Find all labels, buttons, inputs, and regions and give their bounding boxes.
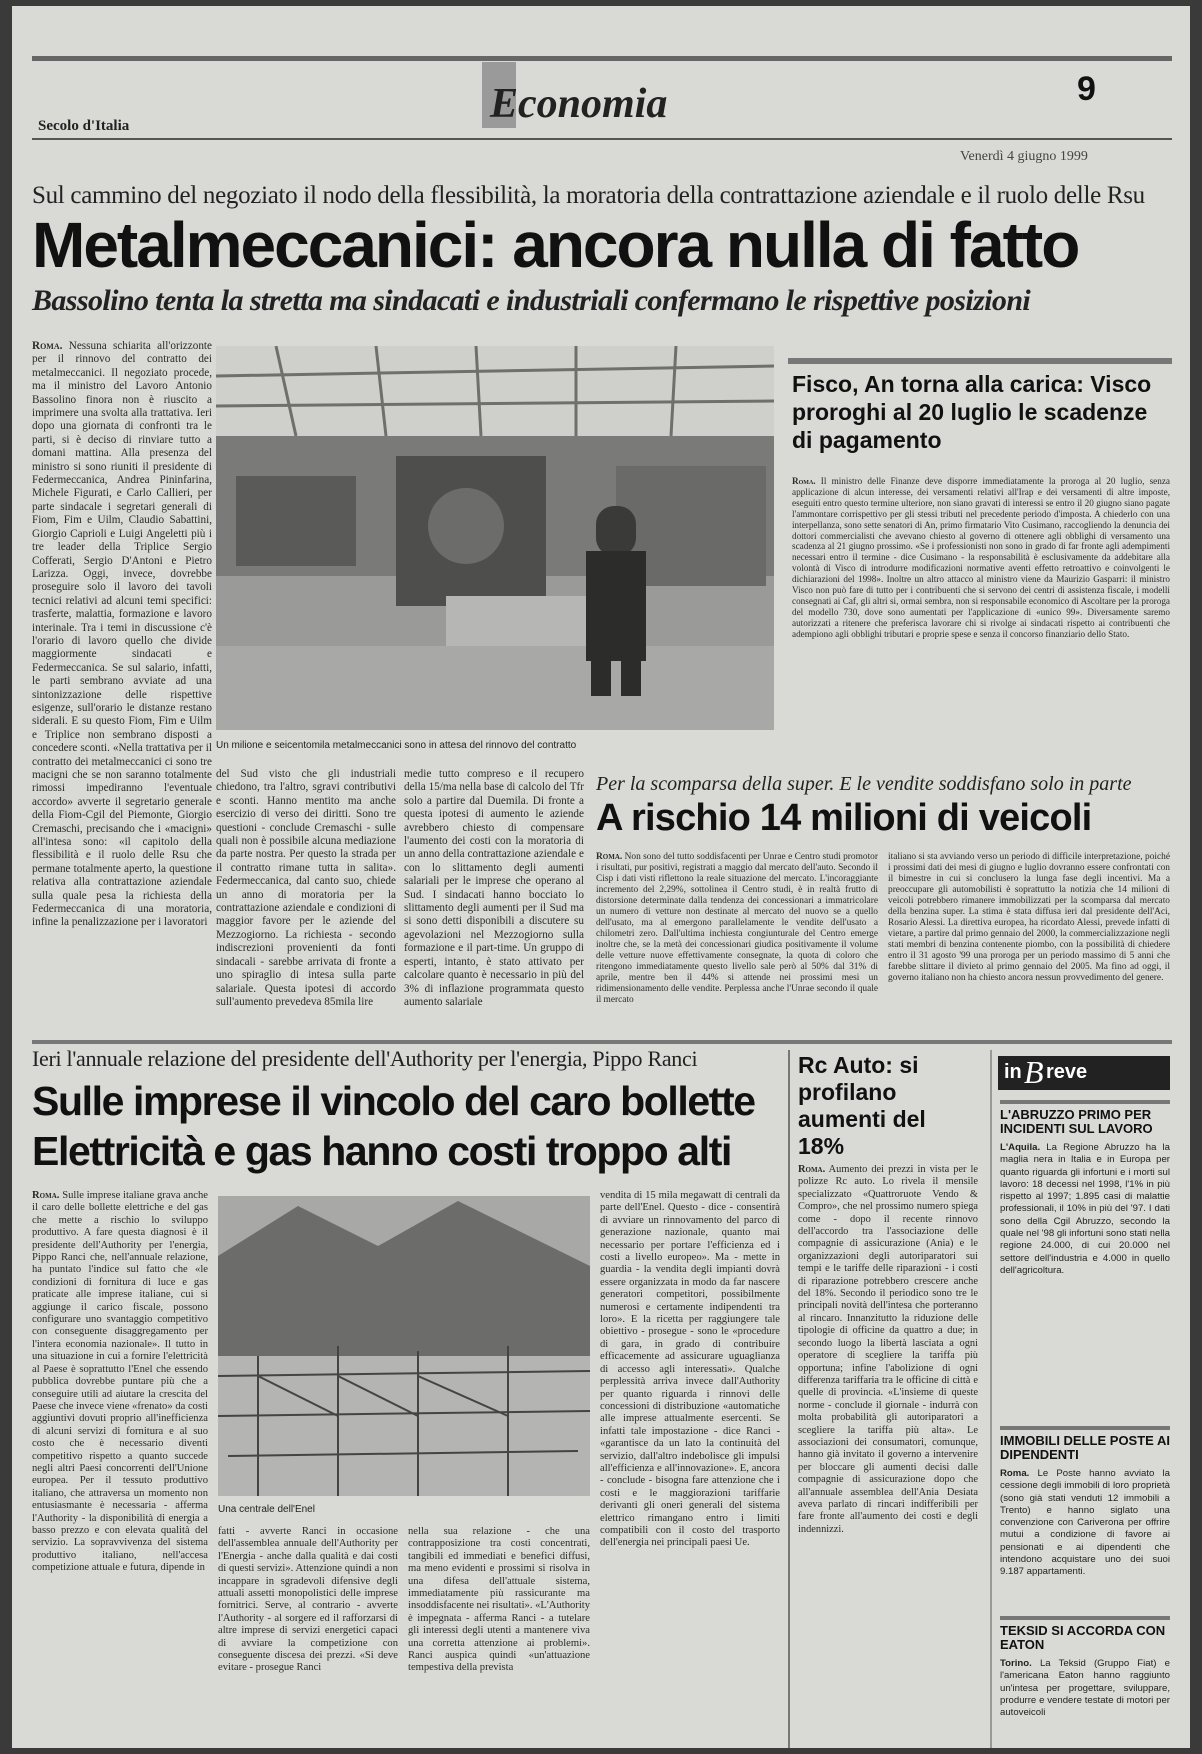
- veicoli-column-2: italiano si sta avviando verso un periodo di difficile interpretazione, poiché i prossimi dati dei mesi di giugno e luglio dovranno essere confrontati con il bimestre in cui si conclusero la lunga fase degli incentivi. Ma a preoccupare gli automobilisti è soprattutto la notizia che 14 milioni di veicoli potrebbero rimanere immobilizzati per la scomparsa dal mercato della benzina super. La stima è stata diffusa ieri dal presidente dell'Aci, Rosario Alessi. La direttiva europea, ha ricordato Alessi, prevede infatti di vietare, a partire dal primo gennaio del 2000, la commercializzazione negli stati membri di benzina contenente piombo, con la possibilità di chiedere entro il 31 agosto '99 una proroga per un periodo massimo di 5 anni che farebbe slittare il divieto al primo gennaio del 2005. Ma fino ad oggi, il governo italiano non ha chiesto ancora nessun provvedimento del genere.: [888, 852, 1170, 983]
- brief-dateline-3: Torino.: [1000, 1658, 1032, 1669]
- veicoli-dateline: Roma.: [596, 852, 623, 862]
- brief-rule-1: [1000, 1100, 1170, 1104]
- brief-divider: [990, 1050, 992, 1748]
- brief-dateline-1: L'Aquila.: [1000, 1142, 1041, 1153]
- power-plant-illustration: [218, 1196, 590, 1496]
- brief-title-3: TEKSID SI ACCORDA CON EATON: [1000, 1623, 1166, 1652]
- in-breve-logo-rest: reve: [1046, 1061, 1088, 1083]
- lead-headline: Metalmeccanici: ancora nulla di fatto: [32, 209, 1079, 281]
- bollette-kicker: Ieri l'annuale relazione del presidente dell'Authority per l'energia, Pippo Ranci: [32, 1046, 698, 1071]
- lead-kicker: Sul cammino del negoziato il nodo della flessibilità, la moratoria della contrattazione aziendale e il ruolo delle Rsu: [32, 182, 1145, 209]
- bollette-photo-caption: Una centrale dell'Enel: [218, 1504, 315, 1515]
- fisco-headline: Fisco, An torna alla carica: Visco proroghi al 20 luglio le scadenze di pagamento: [792, 371, 1152, 453]
- power-plant-photo: [218, 1196, 590, 1496]
- fisco-body: [792, 476, 1170, 734]
- metalworkers-photo: [216, 346, 774, 730]
- in-breve-logo: [998, 1056, 1170, 1090]
- veicoli-column-1: [596, 852, 878, 1030]
- newspaper-page: [12, 6, 1190, 1748]
- section-name: Economia: [490, 81, 668, 127]
- bollette-column-2: fatti - avverte Ranci in occasione dell'assemblea annuale dell'Authority per l'Energia - anche dalla qualità e dai costi di questi servizi». Attenzione quindi a non incappare in sgradevoli difensive degli attuali assetti monopolistici delle imprese fornitrici. Serve, al contrario - avverte l'Authority - al sorgere ed il rafforzarsi di altre imprese di servizi energetici capaci di avviare la competizione con conseguente discesa dei prezzi. «Si deve evitare - prosegue Ranci: [218, 1526, 398, 1674]
- brief-body-3: [1000, 1658, 1170, 1732]
- fisco-dateline: Roma.: [792, 476, 816, 486]
- brief-rule-3: [1000, 1616, 1170, 1620]
- brief-rule-2: [1000, 1426, 1170, 1430]
- issue-date: Venerdì 4 giugno 1999: [960, 149, 1088, 164]
- veicoli-kicker: Per la scomparsa della super. E le vendite soddisfano solo in parte: [596, 773, 1132, 795]
- brief-text-2: Le Poste hanno avviato la cessione degli immobili di loro proprietà (sono già stati venduti 12 immobili a Trento) e hanno siglato una convenzione con Cariverona per offrire mutui a condizione di favore ai pensionati e ai dipendenti che intendono acquistare uno dei suoi 9.187 appartamenti.: [1000, 1468, 1170, 1578]
- rcauto-text: Aumento dei prezzi in vista per le polizze Rc auto. Lo rivela il mensile specializzato «Quattroruote Vendo & Compro», che nel prossimo numero spiega come - dopo il recente rinnovo dell'accordo tra l'associazione delle compagnie di assicurazione (Ania) e le organizzazioni degli autoriparatori sui tempi e le tariffe delle riparazioni - i costi di riparazione potrebbero crescere anche del 18%. Secondo il periodico sono tre le principali novità dell'intesa che porteranno al rincaro. Innanzitutto la riduzione delle tipologie di officine da quattro a due; in secondo luogo la libertà lasciata a ogni operatore di scegliere la tariffa più opportuna; infine l'abolizione di ogni differenza tariffaria tra le officine di città e quelle di provincia. «L'insieme di queste norme - conclude il giornale - indurrà con molta probabilità gli autoriparatori a scegliere la tariffa più alta». Le associazioni dei consumatori, comunque, hanno già invitato il governo a intervenire per bloccare gli aumenti decisi dalle compagnie di assicurazione dopo che all'annuale assemblea dell'Ania Desiata aveva parlato di rincari indifferibili per fare fronte all'aumento dei costi e degli indennizzi.: [798, 1164, 978, 1535]
- masthead-rule: [32, 138, 1172, 140]
- bollette-column-1: [32, 1190, 208, 1748]
- bollette-col1-text: Sulle imprese italiane grava anche il caro delle bollette elettriche e del gas che mette a rischio lo sviluppo produttivo. A fare questa diagnosi è il presidente dell'Authority per l'energia, Pippo Ranci che, nell'annuale relazione, ha puntato l'indice sul fatto che «le condizioni di fornitura di luce e gas praticate alle imprese italiane, cui si aggiunge il carico fiscale, possono configurare uno svantaggio competitivo con conseguente disaggregamento per l'intera economia nazionale». Il tutto in una situazione in cui a fornire l'elettricità al Paese è soprattutto l'Enel che essendo pubblica dovrebbe puntare più che a conseguire utili ad aiutare la crescita del Paese che invece viene «frenato» da costi aggiuntivi dovuti proprio all'inefficienza di alcuni servizi di fornitura e al suo costo che è necessario diventi competitivo rispetto a quanto succede negli altri Paesi concorrenti dell'Unione europea. Per il tessuto produttivo italiano, che attraversa un momento non entusiasmante è necessaria - afferma l'Authority - la disponibilità di energia a basso prezzo e con elevata qualità del servizio. La sopravvivenza del sistema produttivo italiano, nell'accesa competizione attuale e futura, dipende in: [32, 1190, 208, 1574]
- bollette-headline-1: Sulle imprese il vincolo del caro bollette: [32, 1078, 755, 1124]
- bollette-column-4: vendita di 15 mila megawatt di centrali da parte dell'Enel. Questo - dice - consentirà di avviare un rinnovamento del parco di generazione nazionale, quanto mai necessario per portare l'efficienza ed i costi a livello europeo». Ma - mette in guardia - la vendita degli impianti dovrà essere organizzata in modo da far nascere generatori competitori, possibilmente numerosi e certamente indipendenti tra loro». E la ricetta per raggiungere tale obiettivo - prosegue - sono le «procedure di gara, in grado di contribuire efficacemente ad assicurare uguaglianza di accesso agli interessati». Qualche perplessità arriva invece dall'Authority per quanto riguarda i rinnovi delle concessioni di distribuzione «automatiche alle imprese attualmente esercenti. Se infatti tale impostazione - dice Ranci - «garantisce da un lato la continuità del servizio, dall'altro indebolisce gli impulsi all'efficienza e all'innovazione». E, ancora - conclude - bisogna fare attenzione che i costi e le maggiorazioni tariffarie derivanti gli oneri generali del sistema elettrico rimangano entro i limiti compatibili con il costo del trasporto dell'energia nei principali paesi Ue.: [600, 1190, 780, 1549]
- brief-dateline-2: Roma.: [1000, 1468, 1030, 1479]
- top-rule: [32, 56, 1172, 61]
- brief-title-1: L'ABRUZZO PRIMO PER INCIDENTI SUL LAVORO: [1000, 1107, 1153, 1136]
- brief-title-2: IMMOBILI DELLE POSTE AI DIPENDENTI: [1000, 1433, 1170, 1462]
- rcauto-headline: Rc Auto: si profilano aumenti del 18%: [798, 1052, 926, 1159]
- lead-column-3: medie tutto compreso e il recupero della 15/ma nella base di calcolo del Tfr solo a partire dal Duemila. Di fronte a questa ipotesi di aumento le aziende avrebbero chiesto di compensare l'aumento dei costi con la moratoria di un anno della contrattazione aziendale e con lo slittamento degli aumenti salariali per le imprese che operano al Sud. I sindacati hanno bocciato lo slittamento degli aumenti per il Sud ma si sono detti disponibili a discutere su agevolazioni nel Mezzogiorno sulla formazione e il part-time. Un gruppo di esperti, intanto, è stato attivato per calcolare quanto è necessario in più del 3% di inflazione programmata questo aumento salariale: [404, 768, 584, 1008]
- page-number: 9: [1077, 70, 1096, 108]
- section-title: [482, 62, 722, 132]
- brief-body-2: [1000, 1468, 1170, 1614]
- lead-column-2: del Sud visto che gli industriali chiedono, tra l'altro, sgravi contributivi e sconti. Hanno mentito ma anche esercizio di verso dei diritti. Sono tre questioni - conclude Cremaschi - sulle quali non è possibile alcuna mediazione da parte nostra. Per questo la strada per il contratto rimane tutta in salita». Federmeccanica, dal canto suo, chiede un anno di moratoria per la contrattazione aziendale e condizioni di maggior favore per le aziende del Mezzogiorno. La richiesta - secondo indiscrezioni provenienti da fonti sindacali - sarebbe arrivata di fronte a uno spiraglio di intesa sulla parte salariale. Questa ipotesi di accordo sull'aumento prevedeva 85mila lire: [216, 768, 396, 1008]
- factory-illustration: [216, 346, 774, 730]
- bollette-headline-2: Elettricità e gas hanno costi troppo alti: [32, 1128, 731, 1174]
- brief-item-2: [1000, 1426, 1170, 1614]
- lead-column-1: [32, 340, 212, 1030]
- brief-text-1: La Regione Abruzzo ha la maglia nera in Italia e in Europa per quanto riguarda gli infortuni e i morti sul lavoro: 18 decessi nel 1998, l'1% in più rispetto al 1997; 1.895 casi di malattie professionali, il 10% in più del '97. I dati sono della Cgil Abruzzo, secondo la quale nel '98 gli infortuni sono stati nella regione 24.000, di cui 20.000 nel settore dell'industria e 4.000 in quello dell'agricoltura.: [1000, 1142, 1170, 1276]
- veicoli-col1-text: Non sono del tutto soddisfacenti per Unrae e Centro studi promotor i risultati, pur positivi, registrati a maggio dal mercato dell'auto. Secondo il Cisp i dati visti riflettono la reale situazione del mercato. L'incoraggiante incremento del 2,29%, sottolinea il Centro studi, è in realtà frutto di distorsione determinate dalla tendenza dei concessionari a immatricolare un numero di vetture non destinate al mercato del nuovo se a quello dell'usato, ma al emergono parallelamente le vendite dell'usato a chilometri zero. Dall'ultima inchiesta congiunturale del Centro emerge inoltre che, se la metà dei concessionari giudica positivamente il volume delle vetture nuove effettivamente consegnate, la quota di coloro che ritengono immediatamente questo livello sale però al 50% dal 31% di aprile, mentre ben il 44% si attende nei prossimi mesi un ridimensionamento delle vendite. Perplessa anche l'Unrae secondo il quale il mercato: [596, 852, 878, 1005]
- middle-rule: [32, 1040, 1172, 1044]
- lead-photo-caption: Un milione e seicentomila metalmeccanici sono in attesa del rinnovo del contratto: [216, 740, 577, 751]
- brief-text-3: La Teksid (Gruppo Fiat) e l'americana Eaton hanno raggiunto un'intesa per progettare, sviluppare, produrre e vendere testate di motori per autoveicoli: [1000, 1658, 1170, 1719]
- lead-col1-text: Nessuna schiarita all'orizzonte per il rinnovo del contratto dei metalmeccanici. Il negoziato procede, ma il ministro del Lavoro Antonio Bassolino finora non è riuscito a imprimere una svolta alla trattativa. Ieri dopo una giornata di confronti tra le parti, si è deciso di rinviare tutto a domani mattina. Alla presenza del ministro si sono riuniti il presidente di Federmeccanica, Andrea Pininfarina, Michele Figurati, e Carlo Callieri, per parte sindacale i segretari generali di Fiom, Fim e Uilm, Claudio Sabattini, Giorgio Caprioli e Luigi Angeletti più i tre leader della Triplice Sergio Cofferati, Sergio D'Antoni e Pietro Larizza. Oggi, invece, dovrebbe proseguire solo il lavoro dei tavoli tecnici relativi ad alcuni temi specifici: trasferte, malattia, formazione e lavoro interinale. Tra i temi in discussione c'è l'orario di lavoro quello che divide maggiormente sindacati e Federmeccanica. Se sul salario, infatti, le parti sembrano avviate ad una sintonizzazione delle rispettive esigenze, sull'orario le distanze restano siderali. E su questo Fiom, Fim e Uilm e Triplice non sembrano disposti a concedere sconti. «Nella trattativa per il contratto dei metalmeccanici ci sono tre macigni che se non saranno totalmente rimossi impediranno l'eventuale accordo» avverte il segretario generale della Fiom-Cgil del Piemonte, Giorgio Cremaschi, precisando che i «macigni» all'intesa sono: «il capitolo della flessibilità e il ruolo delle Rsu che permane totalmente aperto, la questione relativa alla contrattazione aziendale sulla quale pesa la richiesta della Federmeccanica di una moratoria, infine la penalizzazione per i lavoratori: [32, 340, 212, 929]
- brief-item-1: [1000, 1100, 1170, 1320]
- lead-subhead: Bassolino tenta la stretta ma sindacati e industriali confermano le rispettive posizioni: [32, 284, 1031, 317]
- fisco-rule: [788, 358, 1172, 364]
- brief-body-1: [1000, 1142, 1170, 1320]
- bollette-column-3: nella sua relazione - che una contrapposizione tra costi concentrati, tangibili ed immediati e benefici diffusi, ma meno evidenti e prossimi si risolva in una difesa dell'attuale sistema, immediatamente più rassicurante ma insoddisfacente nei risultati». «L'Authority è impegnata - afferma Ranci - a tutelare gli interessi degli utenti a mantenere viva una corretta attenzione ai problemi». Ranci auspica quindi «un'attuazione tempestiva della prevista: [408, 1526, 590, 1674]
- rcauto-body: [798, 1164, 978, 1748]
- veicoli-headline: A rischio 14 milioni di veicoli: [596, 797, 1092, 839]
- fisco-text: Il ministro delle Finanze deve disporre immediatamente la proroga al 20 luglio, senza applicazione di alcun interesse, dei versamenti relativi all'Irap e dei versamenti di altre imposte, eseguiti entro questo termine ulteriore, non siano gravati di interessi se entro il 20 giugno siano pagate l'ammontare corrispettivo per gli stessi tributi nel precedente periodo d'imposta. A chiederlo con una interpellanza, sono sette senatori di An, primo firmatario Vito Cusimano, raccogliendo la denuncia dei dottori commercialisti che avevano chiesto al governo di ottenere agli obblighi di versamento una scadenza al 21 giugno prossimo. «Se i professionisti non sono in grado di far fronte agli adempimenti necessari entro il termine - dice Cusimano - la responsabilità è esclusivamente da addebitare alla volontà di Visco di introdurre modificazioni normative aventi effetto retroattivo e coinvolgenti le dichiarazioni del 1998». Inoltre un altro attacco al ministro viene da Maurizio Gasparri: il ministro Visco non può fare di tutto per i contribuenti che si servono dei centri di assistenza fiscale, i modelli consegnati ai Caf, gli altri si, ormai sembra, non si responsabile economico di Ascoltare per la proroga del modello 730, dove sono aumentati per l'applicazione di «unico 99». Diversamente saremo autorizzati a ritenere che preferisca lavorare chi si rivolge ai sindacati rispetto ai contribuenti che adempiono agli obblighi tributari e proprie spese e senza il concorso finanziario dello Stato.: [792, 476, 1170, 639]
- rcauto-dateline: Roma.: [798, 1164, 826, 1175]
- paper-name: Secolo d'Italia: [38, 118, 130, 134]
- bollette-dateline: Roma.: [32, 1190, 60, 1201]
- column-divider: [788, 1050, 790, 1748]
- in-breve-logo-in: in: [1004, 1061, 1022, 1083]
- brief-item-3: [1000, 1616, 1170, 1732]
- lead-dateline: Roma.: [32, 340, 63, 352]
- in-breve-logo-b: B: [1024, 1054, 1044, 1090]
